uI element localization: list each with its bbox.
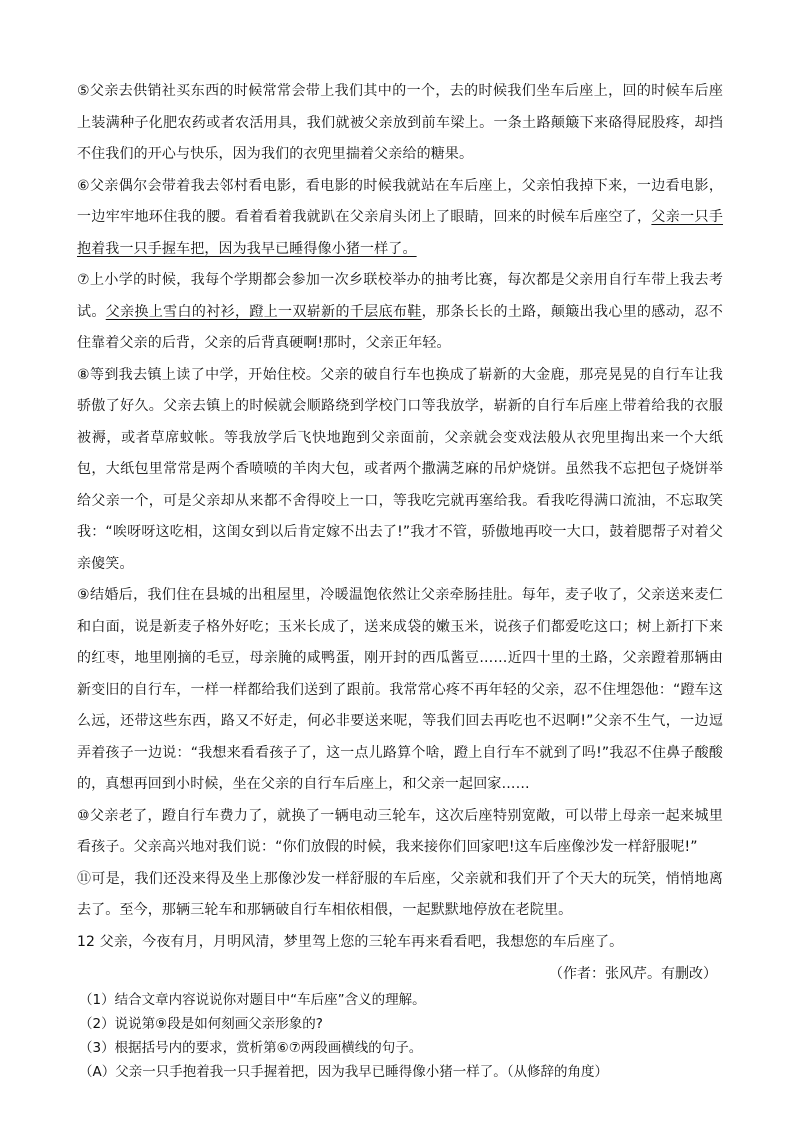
paragraph-5: ⑤父亲去供销社买东西的时候常常会带上我们其中的一个，去的时候我们坐车后座上，回的时候车后座上装满种子化肥农药或者农活用具，我们就被父亲放到前车梁上。一条土路颠簸下来硌得屁股疼，却挡不住我们的开心与快乐，因为我们的衣兜里揣着父亲给的糖果。	[77, 83, 723, 162]
paragraph-7-underlined-sentence: 父亲换上雪白的衬衫，蹬上一双崭新的千层底布鞋	[105, 303, 422, 320]
paragraph-7	[77, 265, 723, 360]
paragraph-10: ⑩父亲老了，蹬自行车费力了，就换了一辆电动三轮车，这次后座特别宽敞，可以带上母亲一起来城里看孩子。父亲高兴地对我们说：“你们放假的时候，我来接你们回家吧!这车后座像沙发一样舒服呢!”	[77, 807, 723, 855]
paragraph-12: 12 父亲，今夜有月，月明风清，梦里驾上您的三轮车再来看看吧，我想您的车后座了。	[77, 933, 624, 950]
question-3: （3）根据括号内的要求，赏析第⑥⑦两段画横线的句子。	[79, 1040, 423, 1056]
paragraph-9: ⑨结婚后，我们住在县城的出租屋里，冷暖温饱依然让父亲牵肠挂肚。每年，麦子收了，父亲送来麦仁和白面，说是新麦子格外好吃；玉米长成了，送来成袋的嫩玉米，说孩子们都爱吃这口；树上新打下来的红枣，地里刚摘的毛豆，母亲腌的咸鸭蛋，刚开封的西瓜酱豆……近四十里的土路，父亲蹬着那辆由新变旧的自行车，一样一样都给我们送到了跟前。我常常心疼不再年轻的父亲，忍不住埋怨他：“蹬车这么远，还带这些东西，路又不好走，何必非要送来呢，等我们回去再吃也不迟啊!”父亲不生气，一边逗弄着孩子一边说：“我想来看看孩子了，这一点儿路算个啥，蹬上自行车不就到了吗!”我忍不住鼻子酸酸的，真想再回到小时候，坐在父亲的自行车后座上，和父亲一起回家……	[77, 587, 723, 792]
paragraph-6-underlined-sentence: 父亲一只手抱着我一只手握车把，因为我早已睡得像小猪一样了。	[77, 209, 723, 257]
question-3a: （A）父亲一只手抱着我一只手握着把，因为我早已睡得像小猪一样了。（从修辞的角度）	[79, 1064, 608, 1080]
paragraph-7-text-after: ，那条长长的土路，颠簸出我心里的感动，忍不住靠着父亲的后背，父亲的后背真硬啊!那时，父亲正年轻。	[77, 303, 723, 351]
question-2: （2）说说第⑨段是如何刻画父亲形象的?	[79, 1016, 323, 1032]
paragraph-7-text-before: ⑦上小学的时候，我每个学期都会参加一次乡联校举办的抽考比赛，每次都是父亲用自行车带上我去考试。	[77, 272, 723, 320]
paragraph-6-text: ⑥父亲偶尔会带着我去邻村看电影，看电影的时候我就站在车后座上，父亲怕我掉下来，一边看电影，一边牢牢地环住我的腰。看着看着我就趴在父亲肩头闭上了眼睛，回来的时候车后座空了，	[77, 177, 723, 225]
paragraph-6	[77, 171, 723, 266]
question-1: （1）结合文章内容说说你对题目中“车后座”含义的理解。	[79, 992, 426, 1008]
paragraph-8: ⑧等到我去镇上读了中学，开始住校。父亲的破自行车也换成了崭新的大金鹿，那亮晃晃的自行车让我骄傲了好久。父亲去镇上的时候就会顺路绕到学校门口等我放学，崭新的自行车后座上带着给我的衣服被褥，或者草席蚊帐。等我放学后飞快地跑到父亲面前，父亲就会变戏法般从衣兜里掏出来一个大纸包，大纸包里常常是两个香喷喷的羊肉大包，或者两个撒满芝麻的吊炉烧饼。虽然我不忘把包子烧饼举给父亲一个，可是父亲却从来都不舍得咬上一口，等我吃完就再塞给我。看我吃得满口流油，不忘取笑我：“唉呀呀这吃相，这闺女到以后肯定嫁不出去了!”我才不管，骄傲地再咬一大口，鼓着腮帮子对着父亲傻笑。	[77, 366, 723, 572]
author-source: （作者：张风芹。有删改）	[549, 966, 717, 982]
document-body	[77, 76, 723, 1084]
paragraph-11: ⑪可是，我们还没来得及坐上那像沙发一样舒服的车后座，父亲就和我们开了个天大的玩笑，悄悄地离去了。至今，那辆三轮车和那辆破自行车相依相偎，一起默默地停放在老院里。	[77, 870, 723, 918]
